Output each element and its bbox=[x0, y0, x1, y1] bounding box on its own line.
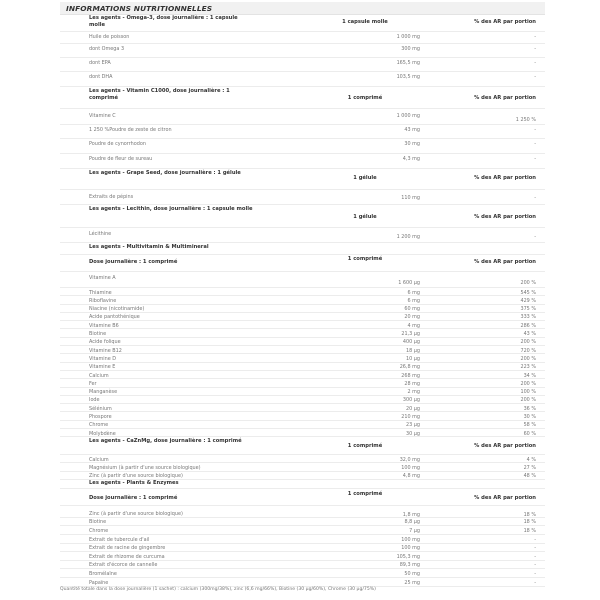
quantity-cell: 6 mg bbox=[407, 297, 420, 304]
table-row bbox=[60, 535, 545, 544]
percent-ar-cell: 429 % bbox=[520, 297, 536, 304]
quantity-cell: 23 µg bbox=[406, 422, 420, 429]
percent-ar-cell: 60 % bbox=[523, 430, 536, 437]
table-row bbox=[60, 32, 545, 44]
percent-ar-cell: - bbox=[534, 33, 536, 40]
quantity-cell: 1 capsule molle bbox=[342, 19, 388, 25]
percent-ar-cell: 545 % bbox=[520, 289, 536, 296]
quantity-cell: 210 mg bbox=[401, 414, 420, 420]
percent-ar-cell: - bbox=[534, 59, 536, 66]
nutrient-name: Acide pantothénique bbox=[89, 314, 140, 321]
quantity-cell: 4 mg bbox=[407, 322, 420, 329]
nutrient-name: Thiamine bbox=[89, 289, 112, 296]
table-row bbox=[60, 561, 545, 570]
table-row bbox=[60, 346, 545, 354]
quantity-cell: 1 comprimé bbox=[347, 490, 383, 497]
nutrient-name: Phospore bbox=[89, 414, 112, 420]
percent-ar-cell: 30 % bbox=[523, 414, 536, 420]
percent-ar-cell: 100 % bbox=[520, 389, 536, 396]
percent-ar-cell: 43 % bbox=[523, 331, 536, 337]
nutrient-name: Vitamine E bbox=[89, 364, 116, 371]
percent-ar-cell: - bbox=[534, 195, 536, 201]
page-title: INFORMATIONS NUTRITIONNELLES bbox=[66, 4, 213, 13]
table-row bbox=[60, 272, 545, 288]
section-header-row bbox=[60, 489, 545, 506]
table-row bbox=[60, 305, 545, 313]
quantity-cell: 26,8 mg bbox=[399, 364, 420, 371]
percent-ar-cell: % des AR par portion bbox=[474, 259, 536, 265]
table-row bbox=[60, 371, 545, 379]
table-row bbox=[60, 413, 545, 421]
table-row bbox=[60, 429, 545, 437]
quantity-cell: 103,5 mg bbox=[396, 73, 420, 80]
nutrient-name: Sélénium bbox=[89, 405, 112, 412]
section-title: Dose journalière : 1 comprimé bbox=[89, 259, 178, 265]
table-row bbox=[60, 506, 545, 518]
table-row bbox=[60, 518, 545, 527]
quantity-cell: 21,3 µg bbox=[401, 331, 420, 337]
nutrient-name: Biotine bbox=[89, 519, 107, 526]
table-row bbox=[60, 109, 545, 125]
percent-ar-cell: % des AR par portion bbox=[474, 494, 536, 501]
percent-ar-cell: 4 % bbox=[526, 456, 536, 463]
nutrient-name: Vitamine A bbox=[89, 275, 116, 281]
section-title: Les agents - Lecithin, dose journalière : 1 capsule molle bbox=[89, 205, 253, 212]
table-row bbox=[60, 313, 545, 321]
quantity-cell: 25 mg bbox=[404, 579, 420, 586]
percent-ar-cell: - bbox=[534, 536, 536, 543]
quantity-cell: 7 µg bbox=[409, 528, 420, 534]
percent-ar-cell: 58 % bbox=[523, 422, 536, 429]
percent-ar-cell: - bbox=[534, 140, 536, 147]
footnote: Quantité totale dans la dose journalière (1 sachet) : calcium (300mg/38%), zinc (6,6 mg/66%), Biotine (30 µg/60%), Chrome (30 µg/75%) bbox=[60, 587, 376, 592]
percent-ar-cell: - bbox=[534, 562, 536, 569]
quantity-cell: 1 600 µg bbox=[398, 280, 420, 286]
quantity-cell: 30 mg bbox=[404, 140, 420, 147]
table-row bbox=[60, 527, 545, 536]
percent-ar-cell: % des AR par portion bbox=[474, 19, 536, 25]
table-row bbox=[60, 72, 545, 87]
table-row bbox=[60, 570, 545, 579]
quantity-cell: 1 comprimé bbox=[347, 443, 383, 450]
percent-ar-cell: 27 % bbox=[523, 464, 536, 471]
nutrient-name: Calcium bbox=[89, 372, 109, 379]
nutrient-name: Chrome bbox=[89, 422, 109, 429]
table-row bbox=[60, 139, 545, 154]
section-header-row bbox=[60, 480, 545, 489]
percent-ar-cell: - bbox=[534, 126, 536, 133]
table-row bbox=[60, 125, 545, 139]
nutrient-name: Magnésium (à partir d'une source biologique) bbox=[89, 464, 201, 471]
table-row bbox=[60, 388, 545, 396]
table-row bbox=[60, 363, 545, 371]
percent-ar-cell: 333 % bbox=[520, 314, 536, 321]
table-row bbox=[60, 472, 545, 480]
nutrient-name: Zinc (à partir d'une source biologique) bbox=[89, 510, 183, 517]
section-title: Les agents - Grape Seed, dose journalière : 1 gélule bbox=[89, 169, 241, 176]
quantity-cell: 100 mg bbox=[401, 536, 420, 543]
percent-ar-cell: - bbox=[534, 545, 536, 552]
nutrient-name: Huile de poisson bbox=[89, 33, 130, 40]
percent-ar-cell: 375 % bbox=[520, 306, 536, 313]
quantity-cell: 400 µg bbox=[402, 339, 420, 346]
section-header-row bbox=[60, 14, 545, 32]
table-row bbox=[60, 338, 545, 346]
quantity-cell: 18 µg bbox=[406, 347, 420, 354]
percent-ar-cell: - bbox=[534, 73, 536, 80]
nutrient-name: Extrait de racine de gingembre bbox=[89, 545, 166, 552]
percent-ar-cell: - bbox=[534, 45, 536, 52]
quantity-cell: 1 gélule bbox=[353, 214, 377, 220]
table-row bbox=[60, 544, 545, 553]
quantity-cell: 165,5 mg bbox=[396, 59, 420, 66]
percent-ar-cell: 223 % bbox=[520, 364, 536, 371]
table-row bbox=[60, 154, 545, 169]
nutrient-name: Zinc (à partir d'une source biologique) bbox=[89, 473, 183, 480]
percent-ar-cell: - bbox=[534, 234, 536, 240]
nutrient-name: Papaïne bbox=[89, 579, 109, 586]
percent-ar-cell: % des AR par portion bbox=[474, 214, 536, 220]
table-row bbox=[60, 379, 545, 387]
quantity-cell: 300 mg bbox=[401, 45, 420, 52]
table-row bbox=[60, 578, 545, 587]
percent-ar-cell: - bbox=[534, 579, 536, 586]
nutrient-name: Riboflavine bbox=[89, 297, 117, 304]
nutrient-name: Poudre de fleur de sureau bbox=[89, 155, 153, 162]
nutrient-name: Calcium bbox=[89, 456, 109, 463]
quantity-cell: 60 mg bbox=[404, 306, 420, 313]
quantity-cell: 100 mg bbox=[401, 545, 420, 552]
percent-ar-cell: 200 % bbox=[520, 397, 536, 404]
quantity-cell: 1 000 mg bbox=[396, 33, 420, 40]
quantity-cell: 110 mg bbox=[401, 195, 420, 201]
percent-ar-cell: - bbox=[534, 155, 536, 162]
quantity-cell: 1 comprimé bbox=[347, 95, 383, 101]
nutrient-name: 1 250 %Poudre de zeste de citron bbox=[89, 126, 172, 133]
percent-ar-cell: 286 % bbox=[520, 322, 536, 329]
section-title: Les agents - Vitamin C1000, dose journalière : 1 comprimé bbox=[89, 87, 230, 102]
table-row bbox=[60, 44, 545, 58]
section-title: Les agents - Multivitamin & Multimineral bbox=[89, 243, 209, 250]
quantity-cell: 8,8 µg bbox=[404, 519, 420, 526]
nutrient-name: Vitamine B12 bbox=[89, 347, 122, 354]
nutrient-name: Extraits de pépins bbox=[89, 194, 134, 200]
quantity-cell: 268 mg bbox=[401, 372, 420, 379]
quantity-cell: 28 mg bbox=[404, 380, 420, 387]
section-title: Les agents - Plants & Enzymes bbox=[89, 480, 179, 487]
section-header-row bbox=[60, 169, 545, 190]
quantity-cell: 1 comprimé bbox=[347, 256, 383, 262]
percent-ar-cell: 36 % bbox=[523, 405, 536, 412]
quantity-cell: 6 mg bbox=[407, 289, 420, 296]
quantity-cell: 1 gélule bbox=[353, 175, 377, 181]
section-header-row bbox=[60, 255, 545, 272]
table-row bbox=[60, 190, 545, 205]
quantity-cell: 1 000 mg bbox=[396, 113, 420, 119]
section-header-row bbox=[60, 87, 545, 109]
quantity-cell: 4,3 mg bbox=[402, 155, 420, 162]
quantity-cell: 30 µg bbox=[406, 430, 420, 437]
quantity-cell: 4,8 mg bbox=[402, 473, 420, 480]
percent-ar-cell: 200 % bbox=[520, 380, 536, 387]
table-row bbox=[60, 455, 545, 463]
percent-ar-cell: 34 % bbox=[523, 372, 536, 379]
table-row bbox=[60, 330, 545, 338]
nutrient-name: dont EPA bbox=[89, 59, 111, 66]
nutrient-name: dont Omega 3 bbox=[89, 45, 125, 52]
table-row bbox=[60, 354, 545, 362]
nutrient-name: dont DHA bbox=[89, 73, 113, 80]
section-header-row bbox=[60, 243, 545, 255]
nutrient-name: Fer bbox=[89, 380, 97, 387]
percent-ar-cell: % des AR par portion bbox=[474, 95, 536, 101]
table-row bbox=[60, 321, 545, 329]
nutrient-name: Niacine (nicotinamide) bbox=[89, 306, 145, 313]
quantity-cell: 1,8 mg bbox=[402, 511, 420, 518]
percent-ar-cell: - bbox=[534, 553, 536, 560]
table-row bbox=[60, 463, 545, 471]
table-row bbox=[60, 58, 545, 72]
nutrient-name: Biotine bbox=[89, 331, 107, 337]
percent-ar-cell: 18 % bbox=[523, 519, 536, 526]
section-header-row bbox=[60, 437, 545, 455]
table-row bbox=[60, 421, 545, 429]
nutrient-name: Vitamine B6 bbox=[89, 322, 119, 329]
quantity-cell: 10 µg bbox=[406, 355, 420, 362]
nutrient-name: Acide folique bbox=[89, 339, 121, 346]
nutrient-name: Extrait de tubercule d'ail bbox=[89, 536, 150, 543]
percent-ar-cell: % des AR par portion bbox=[474, 443, 536, 450]
percent-ar-cell: % des AR par portion bbox=[474, 175, 536, 181]
table-row bbox=[60, 228, 545, 243]
nutrient-name: Chrome bbox=[89, 528, 109, 534]
quantity-cell: 32,0 mg bbox=[399, 456, 420, 463]
section-title: Dose journalière : 1 comprimé bbox=[89, 494, 178, 501]
nutrient-name: Extrait d'écorce de cannelle bbox=[89, 562, 158, 569]
percent-ar-cell: 720 % bbox=[520, 347, 536, 354]
quantity-cell: 43 mg bbox=[404, 126, 420, 133]
percent-ar-cell: 18 % bbox=[523, 528, 536, 534]
quantity-cell: 20 mg bbox=[404, 314, 420, 321]
quantity-cell: 105,3 mg bbox=[396, 553, 420, 560]
percent-ar-cell: 18 % bbox=[523, 511, 536, 518]
percent-ar-cell: 48 % bbox=[523, 473, 536, 480]
nutrient-name: Vitamine D bbox=[89, 355, 117, 362]
percent-ar-cell: 200 % bbox=[520, 355, 536, 362]
nutrient-name: Molybdène bbox=[89, 430, 116, 437]
quantity-cell: 1 200 mg bbox=[396, 234, 420, 240]
table-row bbox=[60, 296, 545, 304]
nutrient-name: Extrait de rhizome de curcuma bbox=[89, 553, 165, 560]
percent-ar-cell: 200 % bbox=[520, 339, 536, 346]
table-row bbox=[60, 552, 545, 561]
table-row bbox=[60, 404, 545, 412]
nutrient-name: Iode bbox=[89, 397, 100, 404]
quantity-cell: 89,3 mg bbox=[399, 562, 420, 569]
nutrient-name: Lécithine bbox=[89, 231, 112, 237]
section-header-row bbox=[60, 205, 545, 228]
percent-ar-cell: 200 % bbox=[520, 280, 536, 286]
nutrient-name: Bromélaïne bbox=[89, 571, 117, 577]
quantity-cell: 2 mg bbox=[407, 389, 420, 396]
quantity-cell: 20 µg bbox=[406, 405, 420, 412]
percent-ar-cell: 1 250 % bbox=[515, 117, 536, 123]
table-row bbox=[60, 396, 545, 404]
nutrient-name: Poudre de cynorrhodon bbox=[89, 140, 146, 147]
quantity-cell: 50 mg bbox=[404, 571, 420, 577]
section-title: Les agents - Omega-3, dose journalière : 1 capsule molle bbox=[89, 14, 238, 29]
section-title: Les agents - CaZnMg, dose journalière : 1 comprimé bbox=[89, 437, 242, 444]
nutrient-name: Vitamine C bbox=[89, 113, 116, 119]
table-row bbox=[60, 288, 545, 296]
quantity-cell: 100 mg bbox=[401, 464, 420, 471]
percent-ar-cell: - bbox=[534, 571, 536, 577]
quantity-cell: 300 µg bbox=[402, 397, 420, 404]
nutrient-name: Manganèse bbox=[89, 389, 118, 396]
